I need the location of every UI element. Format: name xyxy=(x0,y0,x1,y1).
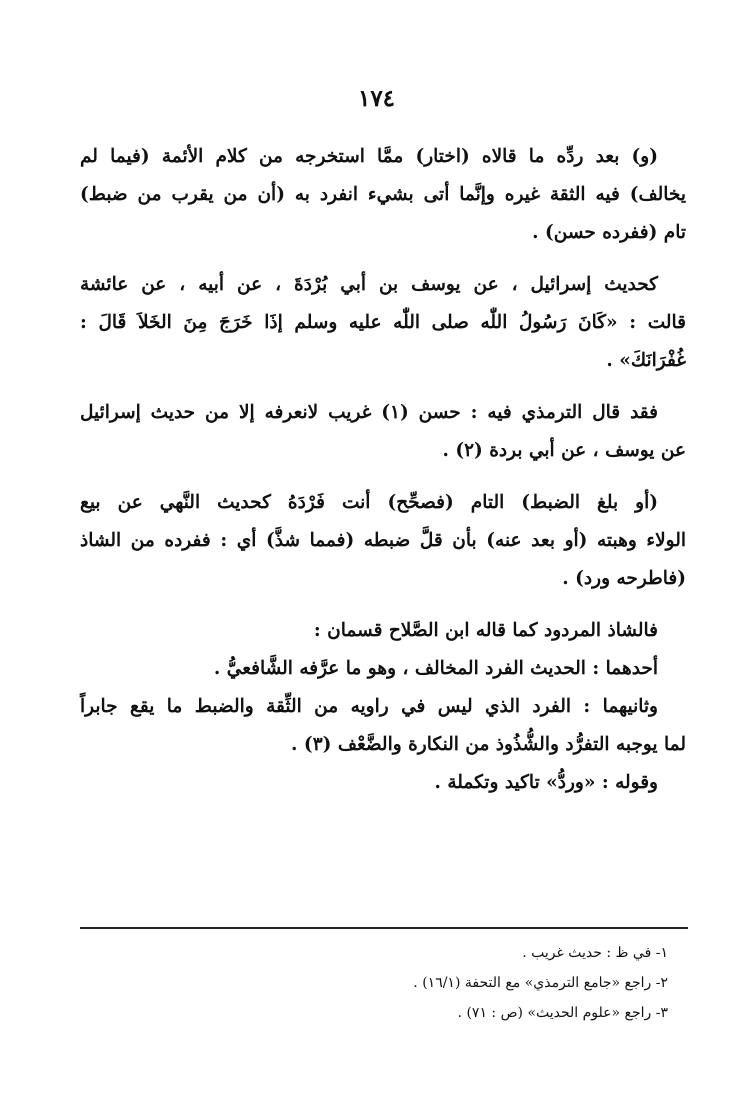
text-line: (فاطرحه ورد) . xyxy=(562,568,686,589)
footnotes xyxy=(80,938,686,1028)
text-line: (و) بعد ردِّه ما قالاه (اختار) ممَّا استخرجه من كلام الأئمة (فيما لم xyxy=(80,146,658,167)
footnote: ١- في ظ : حديث غريب . xyxy=(522,945,668,961)
text-line: وقوله : «وردُّ» تاكيد وتكملة . xyxy=(434,772,658,793)
text-line: أحدهما : الحديث الفرد المخالف ، وهو ما عرَّفه الشَّافعيُّ . xyxy=(213,658,658,679)
footnote: ٢- راجع «جامع الترمذي» مع التحفة (١٦/١) . xyxy=(413,975,668,991)
text-line: يخالف) فيه الثقة غيره وإنَّما أتى بشيء انفرد به (أن من يقرب من ضبط) xyxy=(80,184,686,205)
text-line: فقد قال الترمذي فيه : حسن (١) غريب لانعرفه إلا من حديث إسرائيل xyxy=(80,402,658,423)
footnote: ٣- راجع «علوم الحديث» (ص : ٧١) . xyxy=(457,1005,668,1021)
footnote-divider xyxy=(80,927,688,929)
page-number: ١٧٤ xyxy=(357,85,396,112)
text-line: (أو بلغ الضبط) التام (فصحِّح) أنت فَرْدَهُ كحديث النَّهي عن بيع xyxy=(80,492,658,513)
text-line: تام (ففرده حسن) . xyxy=(532,222,686,243)
text-line: عن يوسف ، عن أبي بردة (٢) . xyxy=(442,440,686,461)
text-line: لما يوجبه التفرُّد والشُّذُوذ من النكارة والضَّعْف (٣) . xyxy=(291,734,686,755)
text-line: الولاء وهبته (أو بعد عنه) بأن قلَّ ضبطه (فمما شذَّ) أي : ففرده من الشاذ xyxy=(80,530,686,551)
text-line: وثانيهما : الفرد الذي ليس في راويه من الثِّقة والضبط ما يقع جابراً xyxy=(80,696,658,717)
main-text xyxy=(80,138,686,802)
text-line: كحديث إسرائيل ، عن يوسف بن أبي بُرْدَةَ ، عن أبيه ، عن عائشة xyxy=(80,274,658,295)
text-line: غُفْرَانَكَ» . xyxy=(606,350,686,371)
text-line: قالت : «كَانَ رَسُولُ اللّٰه صلى اللّٰه عليه وسلم إذَا خَرَجَ مِنَ الخَلاَ قَالَ : xyxy=(80,312,686,333)
text-line: فالشاذ المردود كما قاله ابن الصَّلاح قسمان : xyxy=(313,620,658,641)
